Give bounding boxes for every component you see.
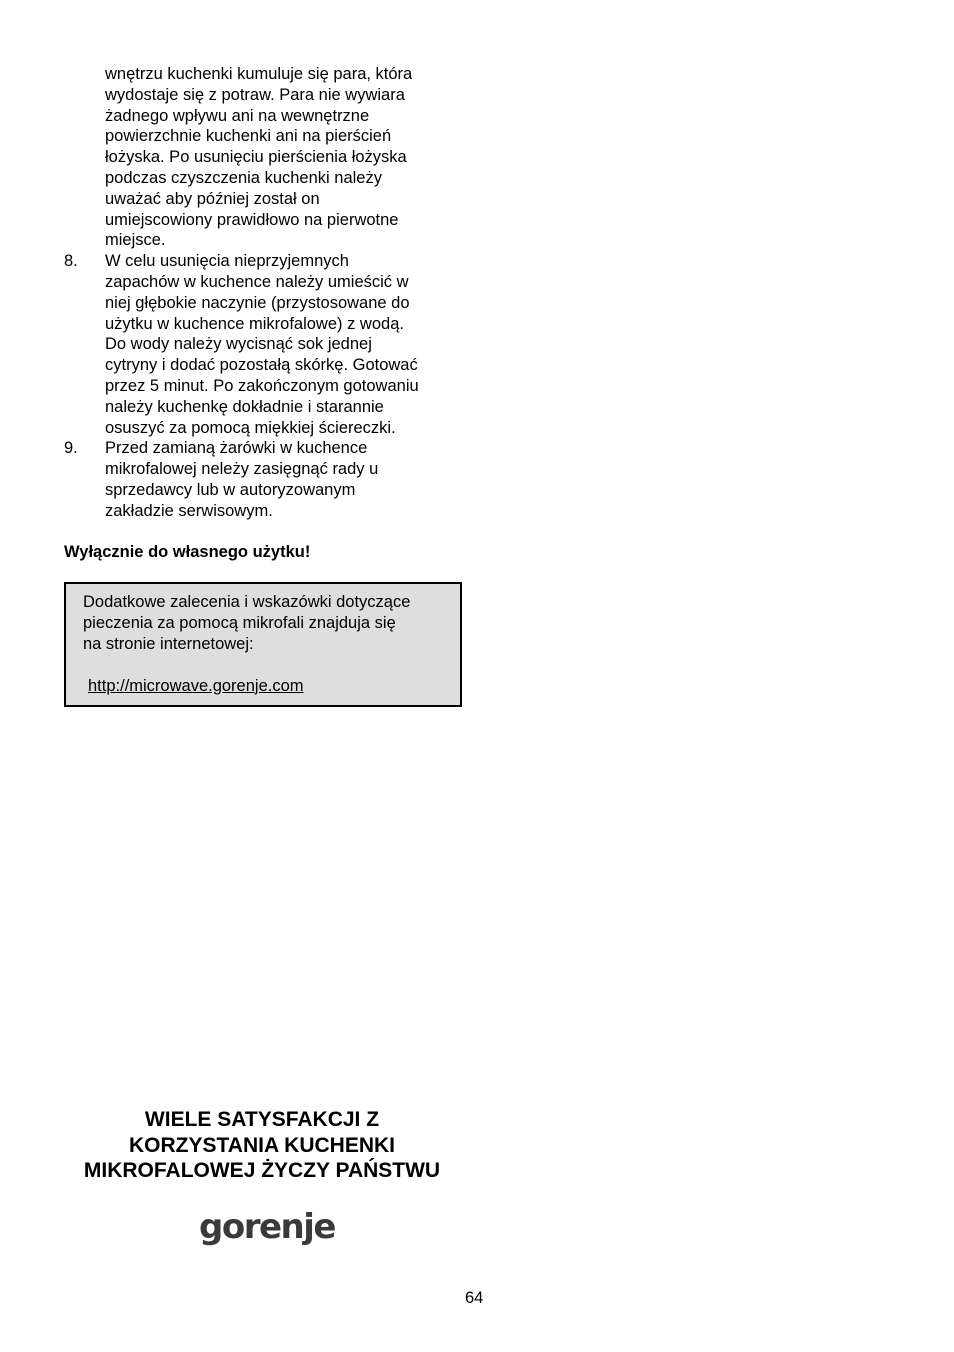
item-text	[105, 438, 464, 521]
text-line: niej głębokie naczynie (przystosowane do	[105, 293, 410, 312]
info-line: pieczenia za pomocą mikrofali znajduja się	[83, 614, 396, 633]
text-line: sprzedawcy lub w autoryzowanym	[105, 480, 356, 499]
text-line: przez 5 minut. Po zakończonym gotowaniu	[105, 376, 419, 395]
item-text	[105, 251, 464, 438]
text-line: uważać aby później został on	[105, 189, 320, 208]
text-line: W celu usunięcia nieprzyjemnych	[105, 252, 349, 271]
closing-line: WIELE SATYSFAKCJI Z	[144, 1108, 380, 1131]
closing-line: MIKROFALOWEJ ŻYCZY PAŃSTWU	[83, 1159, 441, 1182]
text-line: cytryny i dodać pozostałą skórkę. Gotować	[105, 356, 418, 375]
text-line: Przed zamianą żarówki w kuchence	[105, 439, 368, 458]
closing-line: KORZYSTANIA KUCHENKI	[129, 1133, 395, 1157]
gorenje-logo: gorenje	[199, 1207, 335, 1247]
content-column	[64, 64, 464, 707]
info-line: Dodatkowe zalecenia i wskazówki dotyczące	[83, 593, 411, 612]
text-line: wnętrzu kuchenki kumuluje się para, która	[105, 65, 413, 83]
info-box	[64, 582, 462, 707]
text-line: osuszyć za pomocą miękkiej ściereczki.	[105, 418, 396, 437]
info-line: na stronie internetowej:	[83, 634, 254, 653]
text-line: powierzchnie kuchenki ani na pierścień	[105, 127, 392, 146]
website-link[interactable]: http://microwave.gorenje.com	[88, 676, 304, 695]
item-number: 8.	[64, 252, 78, 271]
text-line: Do wody należy wycisnąć sok jednej	[105, 335, 372, 354]
text-line: mikrofalowej neleży zasięgnąć rady u	[105, 460, 379, 479]
list-item-9	[64, 438, 464, 521]
text-line: żadnego wpływu ani na wewnętrzne	[105, 106, 370, 125]
text-line: umiejscowiony prawidłowo na pierwotne	[105, 210, 399, 229]
page-number: 64	[465, 1289, 484, 1307]
text-line: zapachów w kuchence należy umieścić w	[105, 272, 409, 291]
closing-message	[40, 1107, 484, 1184]
item-number: 9.	[64, 439, 78, 458]
usage-note: Wyłącznie do własnego użytku!	[64, 542, 311, 561]
text-line: użytku w kuchence mikrofalowe) z wodą.	[105, 314, 404, 333]
text-line: podczas czyszczenia kuchenki należy	[105, 168, 382, 187]
item-7-continuation	[64, 64, 464, 251]
text-line: łożyska. Po usunięciu pierścienia łożyska	[105, 148, 407, 167]
list-item-8	[64, 251, 464, 438]
text-line: wydostaje się z potraw. Para nie wywiara	[105, 85, 405, 104]
text-line: miejsce.	[105, 231, 166, 250]
text-line: zakładzie serwisowym.	[105, 501, 273, 520]
text-line: należy kuchenkę dokładnie i starannie	[105, 397, 384, 416]
